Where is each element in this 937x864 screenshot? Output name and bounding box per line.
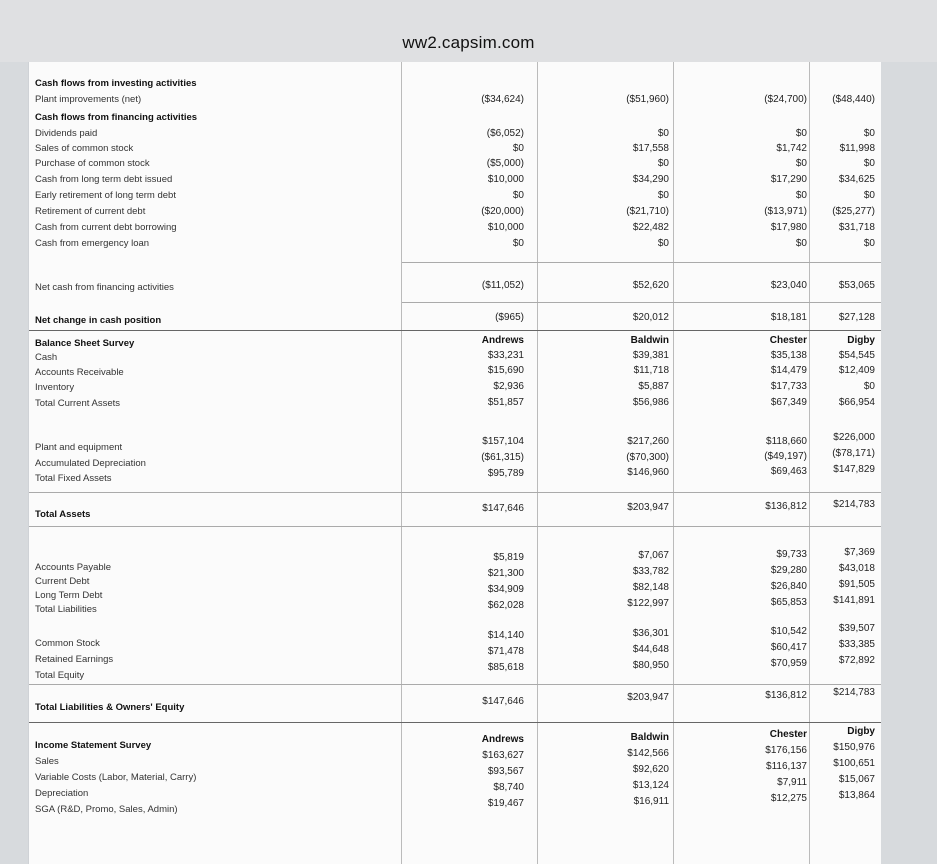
total-assets-chester: $136,812 <box>765 501 807 512</box>
liability-value: $122,997 <box>627 598 669 609</box>
plant-improvements-andrews: ($34,624) <box>481 94 524 105</box>
balance-value: ($49,197) <box>764 451 807 462</box>
company-header-chester: Chester <box>769 729 807 740</box>
equity-row-label: Retained Earnings <box>35 654 114 665</box>
column-divider <box>401 62 402 864</box>
total-le-baldwin: $203,947 <box>627 692 669 703</box>
income-value: $142,566 <box>627 748 669 759</box>
balance-value: $12,409 <box>838 365 875 376</box>
income-value: $19,467 <box>487 798 524 809</box>
equity-row-label: Total Equity <box>35 670 85 681</box>
total-le-label: Total Liabilities & Owners' Equity <box>35 702 185 713</box>
subtotal-rule <box>402 262 881 263</box>
total-le-andrews: $147,646 <box>482 696 524 707</box>
financing-value: $0 <box>863 190 875 201</box>
liability-row-label: Total Liabilities <box>35 604 97 615</box>
net-financing-digby: $53,065 <box>838 280 875 291</box>
financing-value: $0 <box>657 158 669 169</box>
income-value: $176,156 <box>765 745 807 756</box>
financing-value: $0 <box>795 190 807 201</box>
financing-value: $10,000 <box>487 174 524 185</box>
company-header-chester: Chester <box>769 335 807 346</box>
financing-value: $0 <box>512 238 524 249</box>
balance-value: ($61,315) <box>481 452 524 463</box>
liability-value: $5,819 <box>493 552 524 563</box>
balance-value: ($78,171) <box>832 448 875 459</box>
equity-value: $80,950 <box>632 660 669 671</box>
liability-value: $9,733 <box>776 549 807 560</box>
subtotal-rule <box>29 684 881 685</box>
financing-value: $0 <box>512 143 524 154</box>
income-value: $13,864 <box>838 790 875 801</box>
financing-row-label: Dividends paid <box>35 128 98 139</box>
report-sheet <box>28 62 881 864</box>
net-change-chester: $18,181 <box>770 312 807 323</box>
financing-value: $17,980 <box>770 222 807 233</box>
liability-value: $29,280 <box>770 565 807 576</box>
balance-value: ($70,300) <box>626 452 669 463</box>
total-assets-label: Total Assets <box>35 509 91 520</box>
financing-value: ($20,000) <box>481 206 524 217</box>
income-value: $163,627 <box>482 750 524 761</box>
financing-value: $34,625 <box>838 174 875 185</box>
company-header-andrews: Andrews <box>481 335 524 346</box>
balance-sheet-title: Balance Sheet Survey <box>35 338 135 349</box>
equity-value: $70,959 <box>770 658 807 669</box>
balance-value: $56,986 <box>632 397 669 408</box>
company-header-baldwin: Baldwin <box>630 732 669 743</box>
income-value: $13,124 <box>632 780 669 791</box>
balance-value: $95,789 <box>487 468 524 479</box>
income-value: $15,067 <box>838 774 875 785</box>
financing-row-label: Sales of common stock <box>35 143 134 154</box>
balance-value: $33,231 <box>487 350 524 361</box>
balance-row-label: Accounts Receivable <box>35 367 124 378</box>
income-value: $8,740 <box>493 782 524 793</box>
liability-value: $26,840 <box>770 581 807 592</box>
liability-row-label: Long Term Debt <box>35 590 103 601</box>
financing-value: ($13,971) <box>764 206 807 217</box>
financing-value: $0 <box>795 158 807 169</box>
income-row-label: Sales <box>35 756 59 767</box>
total-assets-andrews: $147,646 <box>482 503 524 514</box>
income-value: $116,137 <box>766 761 807 772</box>
column-divider <box>537 62 538 864</box>
subtotal-rule <box>29 492 881 493</box>
balance-value: $15,690 <box>487 365 524 376</box>
liability-value: $91,505 <box>838 579 875 590</box>
income-value: $7,911 <box>777 777 807 788</box>
liability-value: $65,853 <box>770 597 807 608</box>
balance-value: $2,936 <box>493 381 524 392</box>
financing-value: $31,718 <box>838 222 875 233</box>
income-value: $93,567 <box>487 766 524 777</box>
section-divider <box>29 330 881 331</box>
income-row-label: Depreciation <box>35 788 89 799</box>
balance-value: $118,660 <box>766 436 807 447</box>
company-header-digby: Digby <box>847 726 875 737</box>
balance-row-label: Total Fixed Assets <box>35 473 112 484</box>
income-value: $16,911 <box>633 796 669 807</box>
financing-value: $10,000 <box>487 222 524 233</box>
balance-row-label: Inventory <box>35 382 75 393</box>
equity-value: $33,385 <box>838 639 875 650</box>
financing-value: $0 <box>657 238 669 249</box>
total-le-digby: $214,783 <box>833 687 875 698</box>
equity-row-label: Common Stock <box>35 638 100 649</box>
financing-value: $0 <box>512 190 524 201</box>
balance-value: $17,733 <box>770 381 807 392</box>
net-financing-baldwin: $52,620 <box>632 280 669 291</box>
plant-improvements-digby: ($48,440) <box>832 94 875 105</box>
liability-row-label: Accounts Payable <box>35 562 112 573</box>
income-row-label: Variable Costs (Labor, Material, Carry) <box>35 772 197 783</box>
balance-value: $226,000 <box>833 432 875 443</box>
equity-value: $36,301 <box>632 628 669 639</box>
balance-value: $66,954 <box>838 397 875 408</box>
balance-value: $5,887 <box>638 381 669 392</box>
total-assets-digby: $214,783 <box>833 499 875 510</box>
financing-value: ($21,710) <box>626 206 669 217</box>
financing-value: $0 <box>795 128 807 139</box>
financing-value: ($25,277) <box>832 206 875 217</box>
income-value: $92,620 <box>632 764 669 775</box>
investing-title: Cash flows from investing activities <box>35 78 197 89</box>
net-financing-chester: $23,040 <box>770 280 807 291</box>
income-row-label: SGA (R&D, Promo, Sales, Admin) <box>35 804 178 815</box>
financing-value: $34,290 <box>632 174 669 185</box>
net-financing-andrews: ($11,052) <box>481 280 524 291</box>
financing-row-label: Cash from long term debt issued <box>35 174 173 185</box>
income-value: $150,976 <box>833 742 875 753</box>
financing-row-label: Cash from current debt borrowing <box>35 222 177 233</box>
financing-row-label: Retirement of current debt <box>35 206 146 217</box>
browser-top-bar <box>0 0 937 62</box>
subtotal-rule <box>29 526 881 527</box>
net-change-label: Net change in cash position <box>35 315 162 326</box>
balance-value: $69,463 <box>770 466 807 477</box>
income-value: $100,651 <box>833 758 875 769</box>
equity-value: $71,478 <box>487 646 524 657</box>
balance-value: $51,857 <box>487 397 524 408</box>
section-divider <box>29 722 881 723</box>
financing-value: $0 <box>795 238 807 249</box>
financing-value: $17,290 <box>770 174 807 185</box>
financing-value: ($5,000) <box>486 158 524 169</box>
equity-value: $72,892 <box>838 655 875 666</box>
total-le-chester: $136,812 <box>765 690 807 701</box>
plant-improvements-chester: ($24,700) <box>764 94 807 105</box>
financing-title: Cash flows from financing activities <box>35 112 198 123</box>
company-header-andrews: Andrews <box>481 734 524 745</box>
net-change-baldwin: $20,012 <box>632 312 669 323</box>
financing-value: $0 <box>863 158 875 169</box>
equity-value: $10,542 <box>770 626 807 637</box>
balance-value: $35,138 <box>770 350 807 361</box>
financing-value: $1,742 <box>776 143 807 154</box>
income-value: $12,275 <box>770 793 807 804</box>
liability-value: $82,148 <box>632 582 669 593</box>
balance-row-label: Cash <box>35 352 58 363</box>
liability-value: $7,067 <box>638 550 669 561</box>
liability-row-label: Current Debt <box>35 576 90 587</box>
net-change-andrews: ($965) <box>495 312 524 323</box>
financing-value: ($6,052) <box>486 128 524 139</box>
liability-value: $33,782 <box>632 566 669 577</box>
company-header-baldwin: Baldwin <box>630 335 669 346</box>
balance-value: $0 <box>863 381 875 392</box>
balance-value: $39,381 <box>632 350 669 361</box>
balance-row-label: Total Current Assets <box>35 398 121 409</box>
liability-value: $62,028 <box>487 600 524 611</box>
liability-value: $34,909 <box>487 584 524 595</box>
financing-value: $22,482 <box>632 222 669 233</box>
balance-value: $217,260 <box>627 436 669 447</box>
url-display[interactable]: ww2.capsim.com <box>402 33 535 52</box>
company-header-digby: Digby <box>847 335 875 346</box>
liability-value: $7,369 <box>844 547 875 558</box>
liability-value: $43,018 <box>838 563 875 574</box>
equity-value: $44,648 <box>632 644 669 655</box>
equity-value: $60,417 <box>770 642 807 653</box>
column-divider <box>673 62 674 864</box>
balance-value: $157,104 <box>482 436 524 447</box>
financing-row-label: Purchase of common stock <box>35 158 150 169</box>
subtotal-rule <box>402 302 881 303</box>
balance-value: $147,829 <box>833 464 875 475</box>
balance-value: $146,960 <box>627 467 669 478</box>
total-assets-baldwin: $203,947 <box>627 502 669 513</box>
equity-value: $14,140 <box>487 630 524 641</box>
plant-improvements-baldwin: ($51,960) <box>626 94 669 105</box>
financing-value: $0 <box>657 128 669 139</box>
balance-value: $11,718 <box>633 365 669 376</box>
net-change-digby: $27,128 <box>838 312 875 323</box>
income-statement-title: Income Statement Survey <box>35 740 152 751</box>
equity-value: $39,507 <box>838 623 875 634</box>
financing-value: $11,998 <box>839 143 875 154</box>
liability-value: $21,300 <box>487 568 524 579</box>
balance-value: $67,349 <box>770 397 807 408</box>
financing-value: $0 <box>657 190 669 201</box>
balance-value: $14,479 <box>770 365 807 376</box>
balance-row-label: Accumulated Depreciation <box>35 458 146 469</box>
equity-value: $85,618 <box>487 662 524 673</box>
plant-improvements-label: Plant improvements (net) <box>35 94 142 105</box>
balance-row-label: Plant and equipment <box>35 442 123 453</box>
financing-value: $0 <box>863 128 875 139</box>
balance-value: $54,545 <box>838 350 875 361</box>
liability-value: $141,891 <box>833 595 875 606</box>
financing-row-label: Early retirement of long term debt <box>35 190 176 201</box>
net-financing-label: Net cash from financing activities <box>35 282 174 293</box>
financing-value: $0 <box>863 238 875 249</box>
financing-value: $17,558 <box>632 143 669 154</box>
financing-row-label: Cash from emergency loan <box>35 238 150 249</box>
